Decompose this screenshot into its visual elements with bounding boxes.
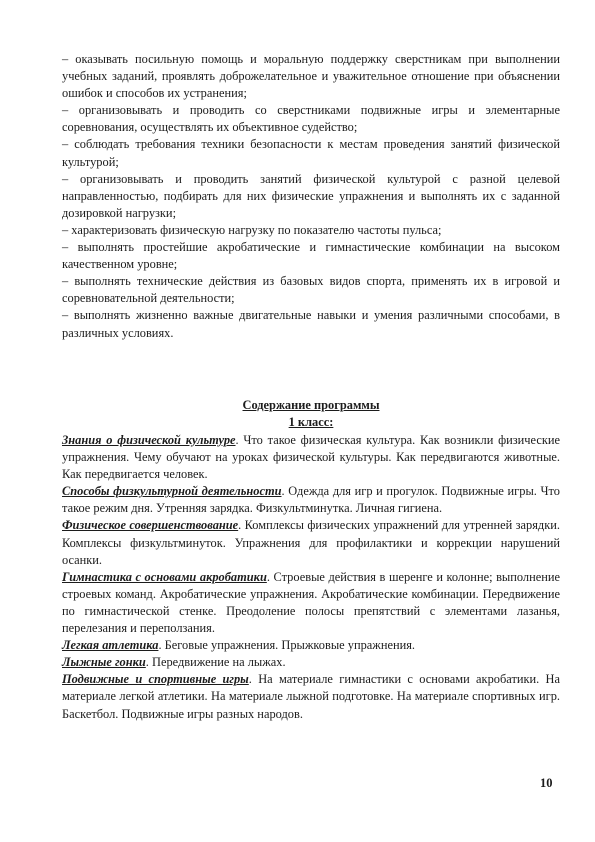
section-text: . Передвижение на лыжах. xyxy=(145,655,286,670)
list-item: – выполнять простейшие акробатические и гимнастические комбинации на высоком качественном уровне; xyxy=(62,240,560,272)
list-item: – выполнять технические действия из базовых видов спорта, применять их в игровой и соревновательной деятельности; xyxy=(62,274,560,306)
section-term: Лыжные гонки xyxy=(62,655,146,670)
program-content xyxy=(62,432,560,723)
requirements-list xyxy=(62,51,560,342)
list-item: – оказывать посильную помощь и моральную поддержку сверстникам при выполнении учебных заданий, проявлять доброжелательное и уважительное отношение при объяснении ошибок и способов их устранения; xyxy=(62,52,560,101)
list-item: – характеризовать физическую нагрузку по показателю частоты пульса; xyxy=(62,222,442,237)
content-paragraph xyxy=(62,483,560,517)
section-term: Гимнастика с основами акробатики xyxy=(62,569,267,584)
page-number: 10 xyxy=(540,776,553,790)
section-term: Подвижные и спортивные игры xyxy=(62,672,249,687)
list-item: – организовывать и проводить со сверстниками подвижные игры и элементарные соревнования, осуществлять их объективное судейство; xyxy=(62,103,560,135)
section-heading xyxy=(62,397,560,431)
section-term: Способы физкультурной деятельности xyxy=(62,484,282,499)
content-paragraph xyxy=(62,432,560,483)
section-term: Легкая атлетика xyxy=(62,638,159,653)
section-term: Физическое совершенствование xyxy=(62,518,239,533)
section-text: . Комплексы физических упражнений для утренней зарядки. Комплексы физкультминуток. Упражнения для профилактики и коррекции нарушений осанки. xyxy=(62,518,560,567)
list-item: – соблюдать требования техники безопасности к местам проведения занятий физической культурой; xyxy=(62,137,560,169)
content-paragraph xyxy=(62,671,560,722)
section-term: Знания о физической культуре xyxy=(62,433,236,447)
content-paragraph xyxy=(62,654,560,671)
section-text: . Беговые упражнения. Прыжковые упражнения. xyxy=(158,638,416,653)
content-paragraph xyxy=(62,517,560,568)
class-title: 1 класс: xyxy=(288,415,334,429)
list-item: – организовывать и проводить занятий физической культурой с разной целевой направленностью, подбирать для них физические упражнения и выполнять их с заданной дозировкой нагрузки; xyxy=(62,171,560,220)
section-text: . Одежда для игр и прогулок. Подвижные игры. Что такое режим дня. Утренняя зарядка. Физкультминутка. Личная гигиена. xyxy=(62,484,561,516)
content-paragraph xyxy=(62,637,560,654)
section-title: Содержание программы xyxy=(242,398,380,412)
section-text: . Строевые действия в шеренге и колонне; выполнение строевых команд. Акробатические упражнения. Акробатические комбинации. Передвижение по гимнастической стенке. Преодоление полосы препятствий с элементами лазанья, перелезания и переползания. xyxy=(62,569,560,636)
list-item: – выполнять жизненно важные двигательные навыки и умения различными способами, в различных условиях. xyxy=(62,308,560,340)
section-text: . На материале гимнастики с основами акробатики. На материале легкой атлетики. На материале лыжной подготовке. На материале спортивных игр. Баскетбол. Подвижные игры разных народов. xyxy=(62,672,561,721)
section-text: . Что такое физическая культура. Как возникли физические упражнения. Чему обучают на уроках физической культуры. Как передвигаются животные. Как передвигается человек. xyxy=(62,433,560,482)
content-paragraph xyxy=(62,569,560,637)
